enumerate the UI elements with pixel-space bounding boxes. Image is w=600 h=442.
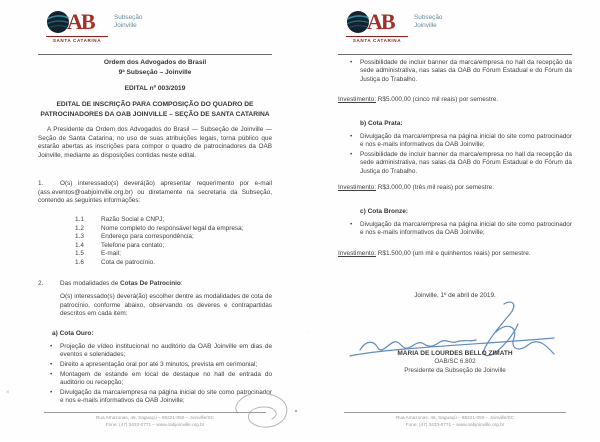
bullet-icon: • xyxy=(350,133,353,140)
bullet-item: • Montagem de estande em local de destaque no hall de entrada do auditório ou recepção; xyxy=(50,370,272,387)
bullet-icon: • xyxy=(50,388,53,396)
oab-logo xyxy=(46,9,166,43)
item-2-suffix: : xyxy=(180,280,183,287)
document-title: EDITAL DE INSCRIÇÃO PARA COMPOSIÇÃO DO QUADRO DE PATROCINADORES DA OAB JOINVILLE – SEÇÃO DE SANTA CATARINA xyxy=(40,101,270,118)
page-2 xyxy=(300,0,600,441)
investimento-label: Investimento: xyxy=(338,96,377,103)
cota-prata-bullets xyxy=(338,133,572,177)
footer-phone: Fone: (47) 3433-0771 – www.oabjoinville.org.br xyxy=(105,421,205,427)
footer-rule xyxy=(44,412,266,413)
header-rule xyxy=(338,54,572,55)
page-1-footer xyxy=(44,412,266,428)
bullet-item: • Divulgação da marca/empresa na página inicial do site como patrocinador e nos e-mails informativos da OAB Joinville; xyxy=(350,221,572,237)
item-1-sublist xyxy=(38,216,272,268)
footer-rule xyxy=(344,412,566,413)
bullet-icon: • xyxy=(50,343,53,350)
item-1-text: O(s) interessado(s) deverá(ão) apresentar requerimento por e-mail (ass.eventos@oabjoinville.org.br) ou diretamente na secretaria da Subseção, contendo as seguintes informações: xyxy=(38,180,272,205)
logo-subtitle-line1: Subseção xyxy=(114,14,143,21)
logo-subtitle xyxy=(414,14,442,29)
cota-bronze-heading: c) Cota Bronze: xyxy=(360,208,409,215)
cota-ouro-continued xyxy=(338,59,572,85)
signature-block xyxy=(338,349,572,376)
list-item: 1.5 E-mail; xyxy=(75,250,121,258)
list-item: 1.4 Telefone para contato; xyxy=(75,241,165,249)
cota-prata-heading: b) Cota Prata: xyxy=(360,120,403,127)
list-item: 1.6 Cota de patrocínio. xyxy=(75,258,155,266)
bullet-item: • Divulgação da marca/empresa na página inicial do site como patrocinador e nos e-mails informativos da OAB Joinville; xyxy=(350,133,572,149)
list-item: 1.2 Nome completo do responsável legal da empresa; xyxy=(75,224,244,232)
investimento-label: Investimento: xyxy=(338,184,377,191)
bullet-icon: • xyxy=(350,221,353,228)
org-subsection: 9ª Subseção – Joinville xyxy=(118,69,192,76)
oab-letters: AB xyxy=(367,9,394,34)
item-1-paragraph xyxy=(38,180,272,206)
bullet-item: • Divulgação da marca/empresa na página inicial do site como patrocinador e nos e-mails informativos da OAB Joinville; xyxy=(50,388,272,405)
investimento-prata: Investimento: R$3.000,00 (três mil reais) por semestre. xyxy=(338,184,494,191)
page-2-footer xyxy=(344,412,566,428)
footer-address: Rua Amazonas, 46, Saguaçú – 89221-050 – Joinville/SC xyxy=(95,415,215,421)
signer-name: MARIA DE LOURDES BELLO ZIMATH xyxy=(397,350,513,357)
org-lines xyxy=(38,58,272,78)
item-2-prefix: Das modalidades de xyxy=(60,280,121,287)
footer-phone: Fone: (47) 3433-0771 – www.oabjoinville.org.br xyxy=(405,421,505,427)
header-rule xyxy=(38,54,272,55)
edital-number: EDITAL nº 003/2019 xyxy=(124,85,186,92)
investimento-bronze: Investimento: R$1.500,00 (um mil e quinhentos reais) por semestre. xyxy=(338,250,531,257)
item-1-number: 1. xyxy=(38,180,44,187)
item-2-bold: Cotas De Patrocínio xyxy=(120,280,181,287)
cota-bronze-bullets xyxy=(338,221,572,239)
bullet-icon: • xyxy=(50,361,53,369)
logo-region-label: SANTA CATARINA xyxy=(46,36,108,43)
investimento-ouro: Investimento: R$5.000,00 (cinco mil reais) por semestre. xyxy=(338,96,499,103)
logo-subtitle-line2: Joinville xyxy=(414,21,437,29)
investimento-label: Investimento: xyxy=(338,250,377,257)
bullet-item: • Possibilidade de incluir banner da marca/empresa no hall da recepção da sede administrativa, nas salas da OAB do Fórum Estadual e do Fórum da Justiça do Trabalho. xyxy=(350,151,572,175)
oab-logo-mark xyxy=(46,9,166,35)
logo-subtitle-line2: Joinville xyxy=(114,21,137,29)
item-2-body: O(s) interessado(s) deverá(ão) escolher dentre as modalidades de cota de patrocínio, conforme abaixo, observando os deveres e contrapartidas descritos em cada item: xyxy=(60,293,272,318)
footer-address: Rua Amazonas, 46, Saguaçú – 89221-050 – Joinville/SC xyxy=(395,415,515,421)
list-item: 1.3 Endereço para correspondência; xyxy=(75,233,194,241)
signer-oab-number: OAB/SC 6.802 xyxy=(434,358,476,365)
bullet-icon: • xyxy=(350,151,353,159)
oab-logo xyxy=(346,9,466,43)
bullet-item: • Direito a apresentação oral por até 3 minutos, prevista em cerimonial; xyxy=(50,361,258,369)
cota-ouro-heading: a) Cota Ouro: xyxy=(52,330,94,337)
date-line: Joinville, 1º de abril de 2019. xyxy=(414,292,496,299)
logo-subtitle xyxy=(114,14,142,29)
scan-artifact: × xyxy=(6,390,10,396)
intro-paragraph: A Presidente da Ordem dos Advogados do Brasil — Subseção de Joinville — Seção de Santa Catarina, no uso de suas atribuições legais, torna público que estarão abertas as inscrições para compor o quadro de patrocinadores da OAB Joinville, mediante as disposições contidas neste edital. xyxy=(38,126,272,160)
logo-subtitle-line1: Subseção xyxy=(414,14,443,21)
scan-artifact: · xyxy=(308,330,310,336)
list-item: 1.1 Razão Social e CNPJ; xyxy=(75,216,165,223)
org-name: Ordem dos Advogados do Brasil xyxy=(103,59,207,66)
item-2-number: 2. xyxy=(38,280,44,287)
bullet-icon: • xyxy=(50,370,53,378)
signer-role: Presidente da Subseção de Joinville xyxy=(404,366,506,374)
bullet-icon: • xyxy=(350,59,353,66)
oab-logo-mark xyxy=(346,9,466,35)
bullet-item: • Possibilidade de incluir banner da marca/empresa no hall da recepção da sede administrativa, nas salas da OAB do Fórum Estadual e do Fórum da Justiça do Trabalho. xyxy=(350,59,572,83)
oab-letters: AB xyxy=(67,9,94,34)
bullet-item: • Projeção de vídeo institucional no auditório da OAB Joinville em dias de eventos e solenidades; xyxy=(50,343,272,359)
page-1 xyxy=(0,0,300,441)
logo-region-label: SANTA CATARINA xyxy=(346,36,408,43)
item-2-paragraph xyxy=(38,280,272,289)
